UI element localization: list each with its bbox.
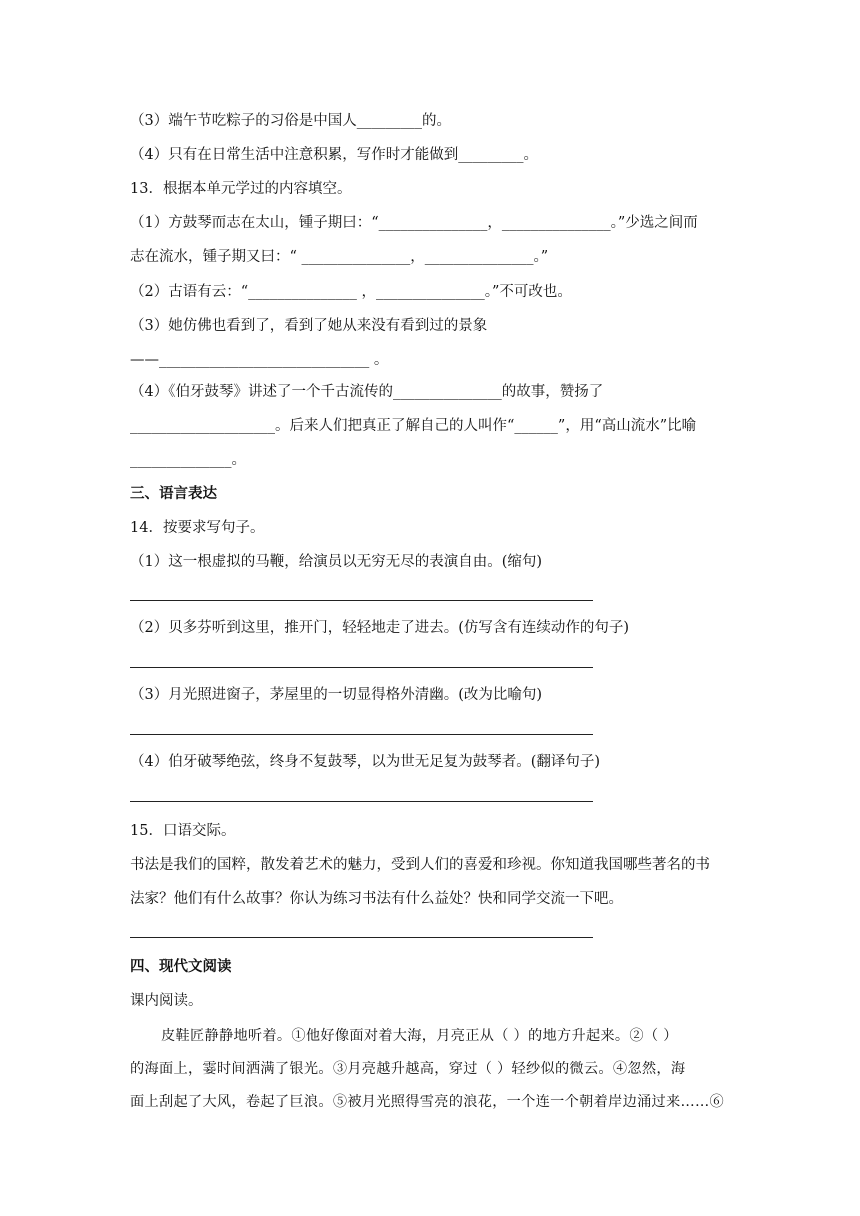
answer-line xyxy=(130,937,593,938)
passage-line-1: 皮鞋匠静静地听着。①他好像面对着大海，月亮正从（ ）的地方升起来。②（ ） xyxy=(161,1028,678,1044)
passage-line-3: 面上刮起了大风，卷起了巨浪。⑤被月光照得雪亮的浪花，一个连一个朝着岸边涌过来……⑥ xyxy=(130,1094,724,1110)
q13-item-4-line2: ____________________。后来人们把真正了解自己的人叫作“______”，用“高山流水”比喻 xyxy=(130,418,697,434)
q13-item-2: （2）古语有云：“_______________ ，_______________。”不可改也。 xyxy=(130,284,572,300)
q13-item-1-line2: 志在流水，锺子期又曰：“ _______________，_______________。” xyxy=(130,249,549,265)
reading-label: 课内阅读。 xyxy=(130,993,203,1009)
answer-line xyxy=(130,734,593,735)
q14-item-1: （1）这一根虚拟的马鞭，给演员以无穷无尽的表演自由。(缩句) xyxy=(130,554,543,570)
answer-line xyxy=(130,667,593,668)
q13-item-3-line2: ——_____________________________ 。 xyxy=(130,352,389,368)
section-4-heading: 四、现代文阅读 xyxy=(130,959,232,975)
q15-title: 15．口语交际。 xyxy=(130,823,236,839)
q14-item-2: （2）贝多芬听到这里，推开门，轻轻地走了进去。(仿写含有连续动作的句子) xyxy=(130,620,630,636)
section-3-heading: 三、语言表达 xyxy=(130,486,217,502)
q14-item-4: （4）伯牙破琴绝弦，终身不复鼓琴，以为世无足复为鼓琴者。(翻译句子) xyxy=(130,754,601,770)
q13-title: 13．根据本单元学过的内容填空。 xyxy=(130,181,352,197)
q13-item-1-line1: （1）方鼓琴而志在太山，锺子期曰：“_______________，_______________。”少选之间而 xyxy=(130,215,698,231)
answer-line xyxy=(130,600,593,601)
q12-item-3: （3）端午节吃粽子的习俗是中国人_________的。 xyxy=(130,113,451,129)
q14-item-3: （3）月光照进窗子，茅屋里的一切显得格外清幽。(改为比喻句) xyxy=(130,687,543,703)
q14-title: 14．按要求写句子。 xyxy=(130,520,265,536)
answer-line xyxy=(130,801,593,802)
q12-item-4: （4）只有在日常生活中注意积累，写作时才能做到_________。 xyxy=(130,147,538,163)
q13-item-4-line1: （4）《伯牙鼓琴》讲述了一个千古流传的_______________的故事，赞扬了 xyxy=(130,384,604,400)
q13-item-4-line3: ______________。 xyxy=(130,452,246,468)
q13-item-3-line1: （3）她仿佛也看到了，看到了她从来没有看到过的景象 xyxy=(130,318,488,334)
q15-prompt-line2: 法家？他们有什么故事？你认为练习书法有什么益处？快和同学交流一下吧。 xyxy=(130,891,623,907)
q15-prompt-line1: 书法是我们的国粹，散发着艺术的魅力，受到人们的喜爱和珍视。你知道我国哪些著名的书 xyxy=(130,857,710,873)
passage-line-2: 的海面上，霎时间洒满了银光。③月亮越升越高，穿过（ ）轻纱似的微云。④忽然，海 xyxy=(130,1061,686,1077)
